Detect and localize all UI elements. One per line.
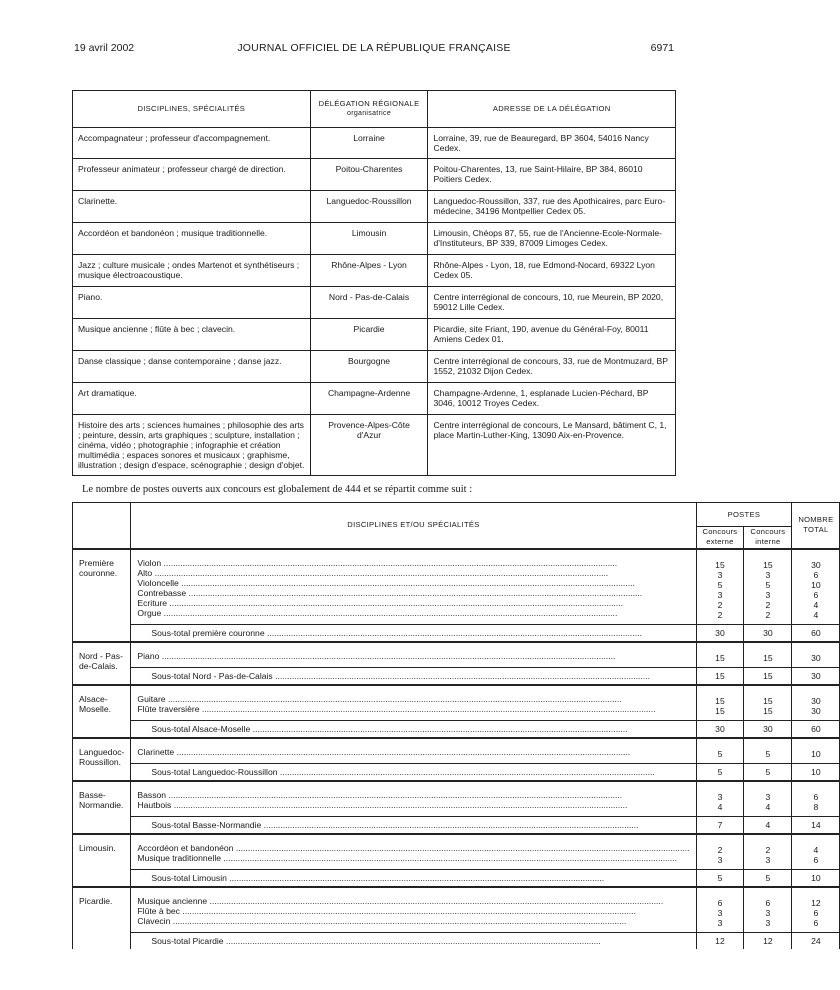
delegation-row — [73, 415, 676, 476]
postes-value: 4 — [813, 844, 819, 855]
subtotal-label-cell — [131, 720, 696, 738]
col-nombre-total: NOMBRE TOTAL — [792, 503, 840, 549]
subtotal-ext: 7 — [696, 816, 744, 834]
subtotal-label-cell — [131, 932, 696, 949]
postes-total-list — [792, 685, 840, 721]
postes-value: 5 — [765, 579, 771, 590]
adresse-cell: Poitou-Charentes, 13, rue Saint-Hilaire, BP 384, 86010 Poitiers Cedex. — [428, 159, 676, 191]
postes-value: 12 — [811, 897, 821, 908]
col-delegation-sub: organisatrice — [347, 110, 392, 117]
postes-value: 3 — [765, 907, 771, 918]
discipline-list — [131, 642, 696, 668]
subtotal-ext: 15 — [696, 667, 744, 685]
region-section — [73, 887, 840, 933]
discipline-item: Violoncelle ..... — [137, 578, 689, 588]
delegation-cell: Provence-Alpes-Côte d'Azur — [310, 415, 428, 476]
postes-value: 30 — [811, 695, 821, 706]
delegation-cell: Champagne-Ardenne — [310, 383, 428, 415]
discipline-item: Contrebasse ..... — [137, 588, 689, 598]
discipline-list — [131, 834, 696, 870]
delegation-row — [73, 191, 676, 223]
discipline-item: Guitare ..... — [137, 694, 689, 704]
subtotal-total: 30 — [792, 667, 840, 685]
page-header — [74, 42, 674, 58]
col-adresse: ADRESSE DE LA DÉLÉGATION — [428, 91, 676, 128]
postes-value: 2 — [717, 844, 723, 855]
postes-table — [72, 502, 840, 949]
discipline-item: Basson ..... — [137, 790, 689, 800]
subtotal-label-cell — [131, 869, 696, 887]
postes-value: 4 — [765, 801, 771, 812]
postes-value: 10 — [811, 579, 821, 590]
subtotal-row — [73, 667, 840, 685]
adresse-cell: Centre interrégional de concours, 33, rue de Montmuzard, BP 1552, 21032 Dijon Cedex. — [428, 351, 676, 383]
postes-total-list — [792, 834, 840, 870]
postes-value: 4 — [813, 599, 819, 610]
region-label: Languedoc-Roussillon. — [73, 738, 131, 781]
region-section — [73, 738, 840, 764]
postes-int-list — [744, 781, 792, 817]
delegations-header-row — [73, 91, 676, 128]
postes-ext-list — [696, 642, 744, 668]
postes-value: 6 — [813, 589, 819, 600]
disciplines-cell: Professeur animateur ; professeur chargé de direction. — [73, 159, 311, 191]
discipline-item: Piano ..... — [137, 651, 689, 661]
subtotal-int: 4 — [744, 816, 792, 834]
postes-value: 3 — [717, 917, 723, 928]
subtotal-int: 30 — [744, 624, 792, 642]
discipline-item: Violon ..... — [137, 558, 689, 568]
subtotal-label: Sous-total Nord - Pas-de-Calais ..... — [137, 671, 689, 681]
region-section — [73, 781, 840, 817]
postes-value: 6 — [813, 854, 819, 865]
subtotal-row — [73, 816, 840, 834]
subtotal-label-cell — [131, 624, 696, 642]
postes-int-list — [744, 642, 792, 668]
postes-value: 15 — [763, 695, 773, 706]
discipline-item: Accordéon et bandonéon ..... — [137, 843, 689, 853]
postes-value: 6 — [813, 791, 819, 802]
postes-value: 3 — [765, 589, 771, 600]
postes-value: 5 — [717, 748, 723, 759]
adresse-cell: Rhône-Alpes - Lyon, 18, rue Edmond-Nocard, 69322 Lyon Cedex 05. — [428, 255, 676, 287]
col-delegation — [310, 91, 428, 128]
region-label: Nord - Pas-de-Calais. — [73, 642, 131, 685]
subtotal-total: 60 — [792, 624, 840, 642]
discipline-list — [131, 549, 696, 625]
col-disciplines-specialites: DISCIPLINES ET/OU SPÉCIALITÉS — [131, 503, 696, 549]
subtotal-row — [73, 869, 840, 887]
region-label: Alsace-Moselle. — [73, 685, 131, 738]
postes-value: 2 — [765, 609, 771, 620]
delegation-row — [73, 223, 676, 255]
col-concours-externe: Concours externe — [696, 527, 744, 549]
subtotal-int: 5 — [744, 763, 792, 781]
subtotal-label: Sous-total Languedoc-Roussillon ..... — [137, 767, 689, 777]
postes-value: 4 — [813, 609, 819, 620]
delegation-cell: Bourgogne — [310, 351, 428, 383]
postes-value: 4 — [717, 801, 723, 812]
postes-value: 30 — [811, 705, 821, 716]
postes-ext-list — [696, 549, 744, 625]
discipline-item: Musique ancienne ..... — [137, 896, 689, 906]
postes-value: 2 — [765, 599, 771, 610]
disciplines-cell: Piano. — [73, 287, 311, 319]
postes-value: 2 — [717, 599, 723, 610]
postes-int-list — [744, 685, 792, 721]
discipline-item: Hautbois ..... — [137, 800, 689, 810]
subtotal-label-cell — [131, 667, 696, 685]
subtotal-total: 60 — [792, 720, 840, 738]
postes-total-list — [792, 642, 840, 668]
postes-header-row-1 — [73, 503, 840, 527]
col-delegation-label: DÉLÉGATION RÉGIONALE — [318, 99, 420, 108]
subtotal-ext: 5 — [696, 763, 744, 781]
discipline-item: Clavecin ..... — [137, 916, 689, 926]
discipline-list — [131, 738, 696, 764]
delegation-row — [73, 287, 676, 319]
subtotal-label-cell — [131, 763, 696, 781]
adresse-cell: Champagne-Ardenne, 1, esplanade Lucien-Péchard, BP 3046, 10012 Troyes Cedex. — [428, 383, 676, 415]
journal-title: JOURNAL OFFICIEL DE LA RÉPUBLIQUE FRANÇAISE — [237, 42, 511, 54]
postes-value: 3 — [717, 854, 723, 865]
subtotal-total: 24 — [792, 932, 840, 949]
postes-value: 15 — [715, 559, 725, 570]
postes-int-list — [744, 887, 792, 933]
discipline-list — [131, 685, 696, 721]
region-section — [73, 834, 840, 870]
postes-ext-list — [696, 834, 744, 870]
delegation-row — [73, 351, 676, 383]
col-concours-interne: Concours interne — [744, 527, 792, 549]
col-region — [73, 503, 131, 549]
delegation-row — [73, 128, 676, 159]
adresse-cell: Languedoc-Roussillon, 337, rue des Apothicaires, parc Euro-médecine, 34196 Montpellier Cedex 05. — [428, 191, 676, 223]
disciplines-cell: Accordéon et bandonéon ; musique traditionnelle. — [73, 223, 311, 255]
delegation-cell: Lorraine — [310, 128, 428, 159]
delegation-row — [73, 319, 676, 351]
region-label: Première couronne. — [73, 549, 131, 642]
subtotal-row — [73, 932, 840, 949]
postes-int-list — [744, 549, 792, 625]
subtotal-ext: 30 — [696, 624, 744, 642]
header-date: 19 avril 2002 — [74, 42, 135, 54]
postes-value: 15 — [763, 559, 773, 570]
delegation-row — [73, 383, 676, 415]
postes-value: 3 — [765, 854, 771, 865]
postes-total-list — [792, 781, 840, 817]
subtotal-ext: 12 — [696, 932, 744, 949]
delegations-table — [72, 90, 676, 476]
col-disciplines: DISCIPLINES, SPÉCIALITÉS — [73, 91, 311, 128]
postes-value: 15 — [715, 695, 725, 706]
postes-value: 15 — [763, 652, 773, 663]
disciplines-cell: Histoire des arts ; sciences humaines ; philosophie des arts ; peinture, dessin, arts graphiques ; sculpture, installation ; cinéma, vidéo ; photographie ; infographie et création multimédia ; espaces sonores et musicaux ; graphisme, illustration ; design d'espace, scénographie ; design d'objet. — [73, 415, 311, 476]
subtotal-int: 12 — [744, 932, 792, 949]
subtotal-total: 10 — [792, 763, 840, 781]
discipline-item: Clarinette ..... — [137, 747, 689, 757]
postes-ext-list — [696, 685, 744, 721]
postes-total-list — [792, 887, 840, 933]
postes-ext-list — [696, 887, 744, 933]
postes-int-list — [744, 738, 792, 764]
postes-ext-list — [696, 781, 744, 817]
postes-value: 3 — [765, 917, 771, 928]
subtotal-label-cell — [131, 816, 696, 834]
postes-value: 15 — [763, 705, 773, 716]
postes-value: 5 — [765, 748, 771, 759]
adresse-cell: Centre interrégional de concours, 10, rue Meurein, BP 2020, 59012 Lille Cedex. — [428, 287, 676, 319]
postes-value: 6 — [813, 917, 819, 928]
subtotal-row — [73, 720, 840, 738]
postes-total-list — [792, 549, 840, 625]
postes-value: 2 — [717, 609, 723, 620]
disciplines-cell: Art dramatique. — [73, 383, 311, 415]
delegation-cell: Nord - Pas-de-Calais — [310, 287, 428, 319]
discipline-list — [131, 781, 696, 817]
postes-value: 3 — [765, 569, 771, 580]
subtotal-row — [73, 624, 840, 642]
subtotal-int: 15 — [744, 667, 792, 685]
adresse-cell: Picardie, site Friant, 190, avenue du Général-Foy, 80011 Amiens Cedex 01. — [428, 319, 676, 351]
discipline-item: Musique traditionnelle ..... — [137, 853, 689, 863]
subtotal-label: Sous-total Basse-Normandie ..... — [137, 820, 689, 830]
subtotal-label: Sous-total Limousin ..... — [137, 873, 689, 883]
postes-value: 3 — [717, 569, 723, 580]
disciplines-cell: Danse classique ; danse contemporaine ; danse jazz. — [73, 351, 311, 383]
region-section — [73, 685, 840, 721]
postes-value: 3 — [717, 907, 723, 918]
discipline-list — [131, 887, 696, 933]
postes-value: 15 — [715, 652, 725, 663]
postes-value: 5 — [717, 579, 723, 590]
region-label: Picardie. — [73, 887, 131, 949]
delegation-row — [73, 255, 676, 287]
subtotal-total: 10 — [792, 869, 840, 887]
adresse-cell: Centre interrégional de concours, Le Mansard, bâtiment C, 1, place Martin-Luther-King, 13090 Aix-en-Provence. — [428, 415, 676, 476]
adresse-cell: Limousin, Chéops 87, 55, rue de l'Ancienne-Ecole-Normale-d'Instituteurs, BP 339, 87009 Limoges Cedex. — [428, 223, 676, 255]
postes-value: 6 — [813, 907, 819, 918]
region-section — [73, 549, 840, 625]
postes-value: 30 — [811, 559, 821, 570]
postes-value: 2 — [765, 844, 771, 855]
postes-value: 3 — [717, 589, 723, 600]
col-postes: POSTES — [696, 503, 792, 527]
delegation-row — [73, 159, 676, 191]
delegation-cell: Rhône-Alpes - Lyon — [310, 255, 428, 287]
disciplines-cell: Accompagnateur ; professeur d'accompagnement. — [73, 128, 311, 159]
adresse-cell: Lorraine, 39, rue de Beauregard, BP 3604, 54016 Nancy Cedex. — [428, 128, 676, 159]
postes-value: 15 — [715, 705, 725, 716]
region-label: Limousin. — [73, 834, 131, 887]
disciplines-cell: Jazz ; culture musicale ; ondes Martenot et synthétiseurs ; musique électroacoustique. — [73, 255, 311, 287]
region-section — [73, 642, 840, 668]
disciplines-cell: Musique ancienne ; flûte à bec ; clavecin. — [73, 319, 311, 351]
discipline-item: Orgue ..... — [137, 608, 689, 618]
discipline-item: Flûte à bec ..... — [137, 906, 689, 916]
postes-total-list — [792, 738, 840, 764]
subtotal-ext: 5 — [696, 869, 744, 887]
delegation-cell: Languedoc-Roussillon — [310, 191, 428, 223]
subtotal-ext: 30 — [696, 720, 744, 738]
region-label: Basse-Normandie. — [73, 781, 131, 834]
postes-value: 10 — [811, 748, 821, 759]
postes-value: 6 — [717, 897, 723, 908]
delegation-cell: Picardie — [310, 319, 428, 351]
subtotal-label: Sous-total Picardie ..... — [137, 936, 689, 946]
postes-value: 3 — [717, 791, 723, 802]
discipline-item: Flûte traversière ..... — [137, 704, 689, 714]
postes-value: 6 — [765, 897, 771, 908]
subtotal-row — [73, 763, 840, 781]
delegation-cell: Poitou-Charentes — [310, 159, 428, 191]
subtotal-int: 30 — [744, 720, 792, 738]
postes-int-list — [744, 834, 792, 870]
page-number: 6971 — [650, 42, 674, 54]
postes-value: 6 — [813, 569, 819, 580]
postes-ext-list — [696, 738, 744, 764]
postes-value: 3 — [765, 791, 771, 802]
discipline-item: Alto ..... — [137, 568, 689, 578]
discipline-item: Ecriture ..... — [137, 598, 689, 608]
postes-note: Le nombre de postes ouverts aux concours est globalement de 444 et se répartit comme suit : — [82, 484, 473, 495]
disciplines-cell: Clarinette. — [73, 191, 311, 223]
postes-value: 30 — [811, 652, 821, 663]
subtotal-total: 14 — [792, 816, 840, 834]
subtotal-label: Sous-total première couronne ..... — [137, 628, 689, 638]
subtotal-label: Sous-total Alsace-Moselle ..... — [137, 724, 689, 734]
subtotal-int: 5 — [744, 869, 792, 887]
delegation-cell: Limousin — [310, 223, 428, 255]
postes-value: 8 — [813, 801, 819, 812]
